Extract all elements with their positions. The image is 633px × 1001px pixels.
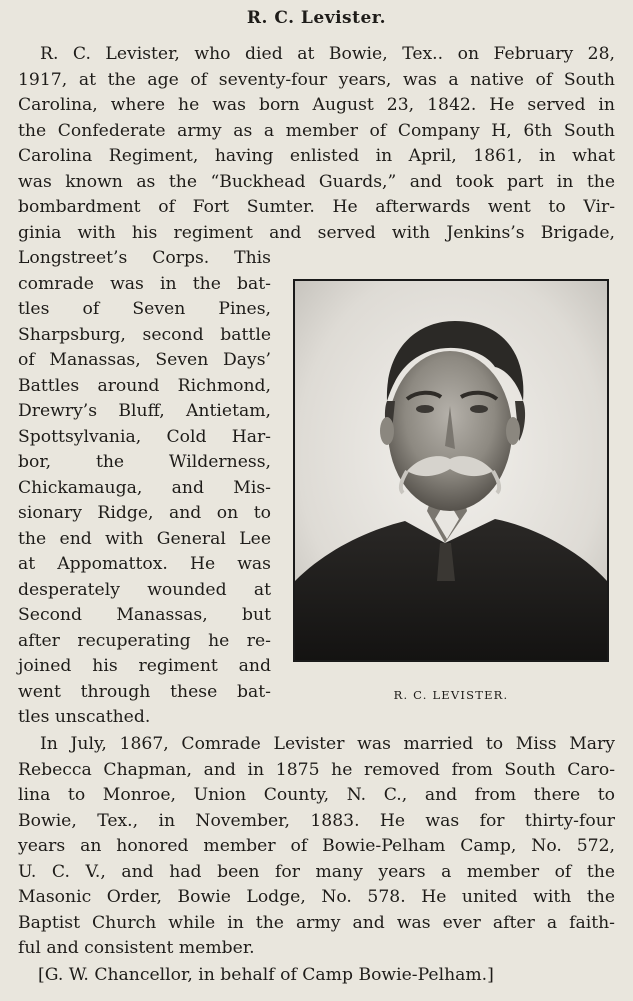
- text-line: of Manassas, Seven Days’: [18, 350, 271, 370]
- text-line: years an honored member of Bowie-Pelham Camp, No. 572,: [18, 836, 615, 856]
- portrait-image: [295, 281, 607, 660]
- article-title: R. C. Levister.: [246, 8, 387, 28]
- text-line: joined his regiment and: [18, 656, 271, 676]
- text-line: ful and consistent member.: [18, 938, 255, 958]
- text-line: R. C. Levister, who died at Bowie, Tex.. on February 28,: [40, 44, 615, 64]
- text-line: Masonic Order, Bowie Lodge, No. 578. He united with the: [18, 887, 615, 907]
- text-line: Carolina, where he was born August 23, 1842. He served in: [18, 95, 615, 115]
- text-line: comrade was in the bat-: [18, 273, 271, 294]
- text-line: Sharpsburg, second battle: [18, 324, 271, 345]
- text-line: was known as the “Buckhead Guards,” and took part in the: [18, 171, 615, 192]
- text-line: after recuperating he re-: [18, 630, 271, 651]
- text-line: went through these bat-: [18, 681, 271, 702]
- text-line: tles unscathed.: [18, 707, 151, 727]
- text-line: Chickamauga, and Mis-: [18, 477, 271, 498]
- text-line: the Confederate army as a member of Company H, 6th South: [18, 120, 615, 141]
- text-line: In July, 1867, Comrade Levister was married to Miss Mary: [40, 734, 615, 754]
- text-line: Drewry’s Bluff, Antietam,: [18, 401, 271, 421]
- text-line: the end with General Lee: [18, 528, 271, 549]
- text-line: ginia with his regiment and served with Jenkins’s Brigade,: [18, 222, 615, 243]
- text-line: Longstreet’s Corps. This: [18, 248, 271, 268]
- portrait-photo: [293, 279, 609, 662]
- text-line: bor, the Wilderness,: [18, 452, 271, 472]
- text-line: Battles around Richmond,: [18, 375, 271, 396]
- text-line: sionary Ridge, and on to: [18, 503, 271, 523]
- text-line: Baptist Church while in the army and was ever after a faith-: [18, 912, 615, 933]
- photo-caption: R. C. LEVISTER.: [393, 688, 509, 702]
- text-line: U. C. V., and had been for many years a member of the: [18, 861, 615, 882]
- text-line: Rebecca Chapman, and in 1875 he removed from South Caro-: [18, 759, 615, 780]
- text-line: Bowie, Tex., in November, 1883. He was for thirty-four: [18, 810, 615, 831]
- text-line: desperately wounded at: [18, 579, 271, 600]
- text-line: lina to Monroe, Union County, N. C., and from there to: [18, 785, 615, 805]
- text-line: at Appomattox. He was: [18, 554, 271, 574]
- text-line: tles of Seven Pines,: [18, 299, 271, 319]
- signature-line: [G. W. Chancellor, in behalf of Camp Bowie-Pelham.]: [38, 965, 494, 985]
- text-line: Second Manassas, but: [18, 605, 271, 625]
- text-line: Carolina Regiment, having enlisted in April, 1861, in what: [18, 146, 615, 166]
- text-line: Spottsylvania, Cold Har-: [18, 426, 271, 447]
- text-line: bombardment of Fort Sumter. He afterwards went to Vir-: [18, 197, 615, 217]
- text-line: 1917, at the age of seventy-four years, was a native of South: [18, 69, 615, 90]
